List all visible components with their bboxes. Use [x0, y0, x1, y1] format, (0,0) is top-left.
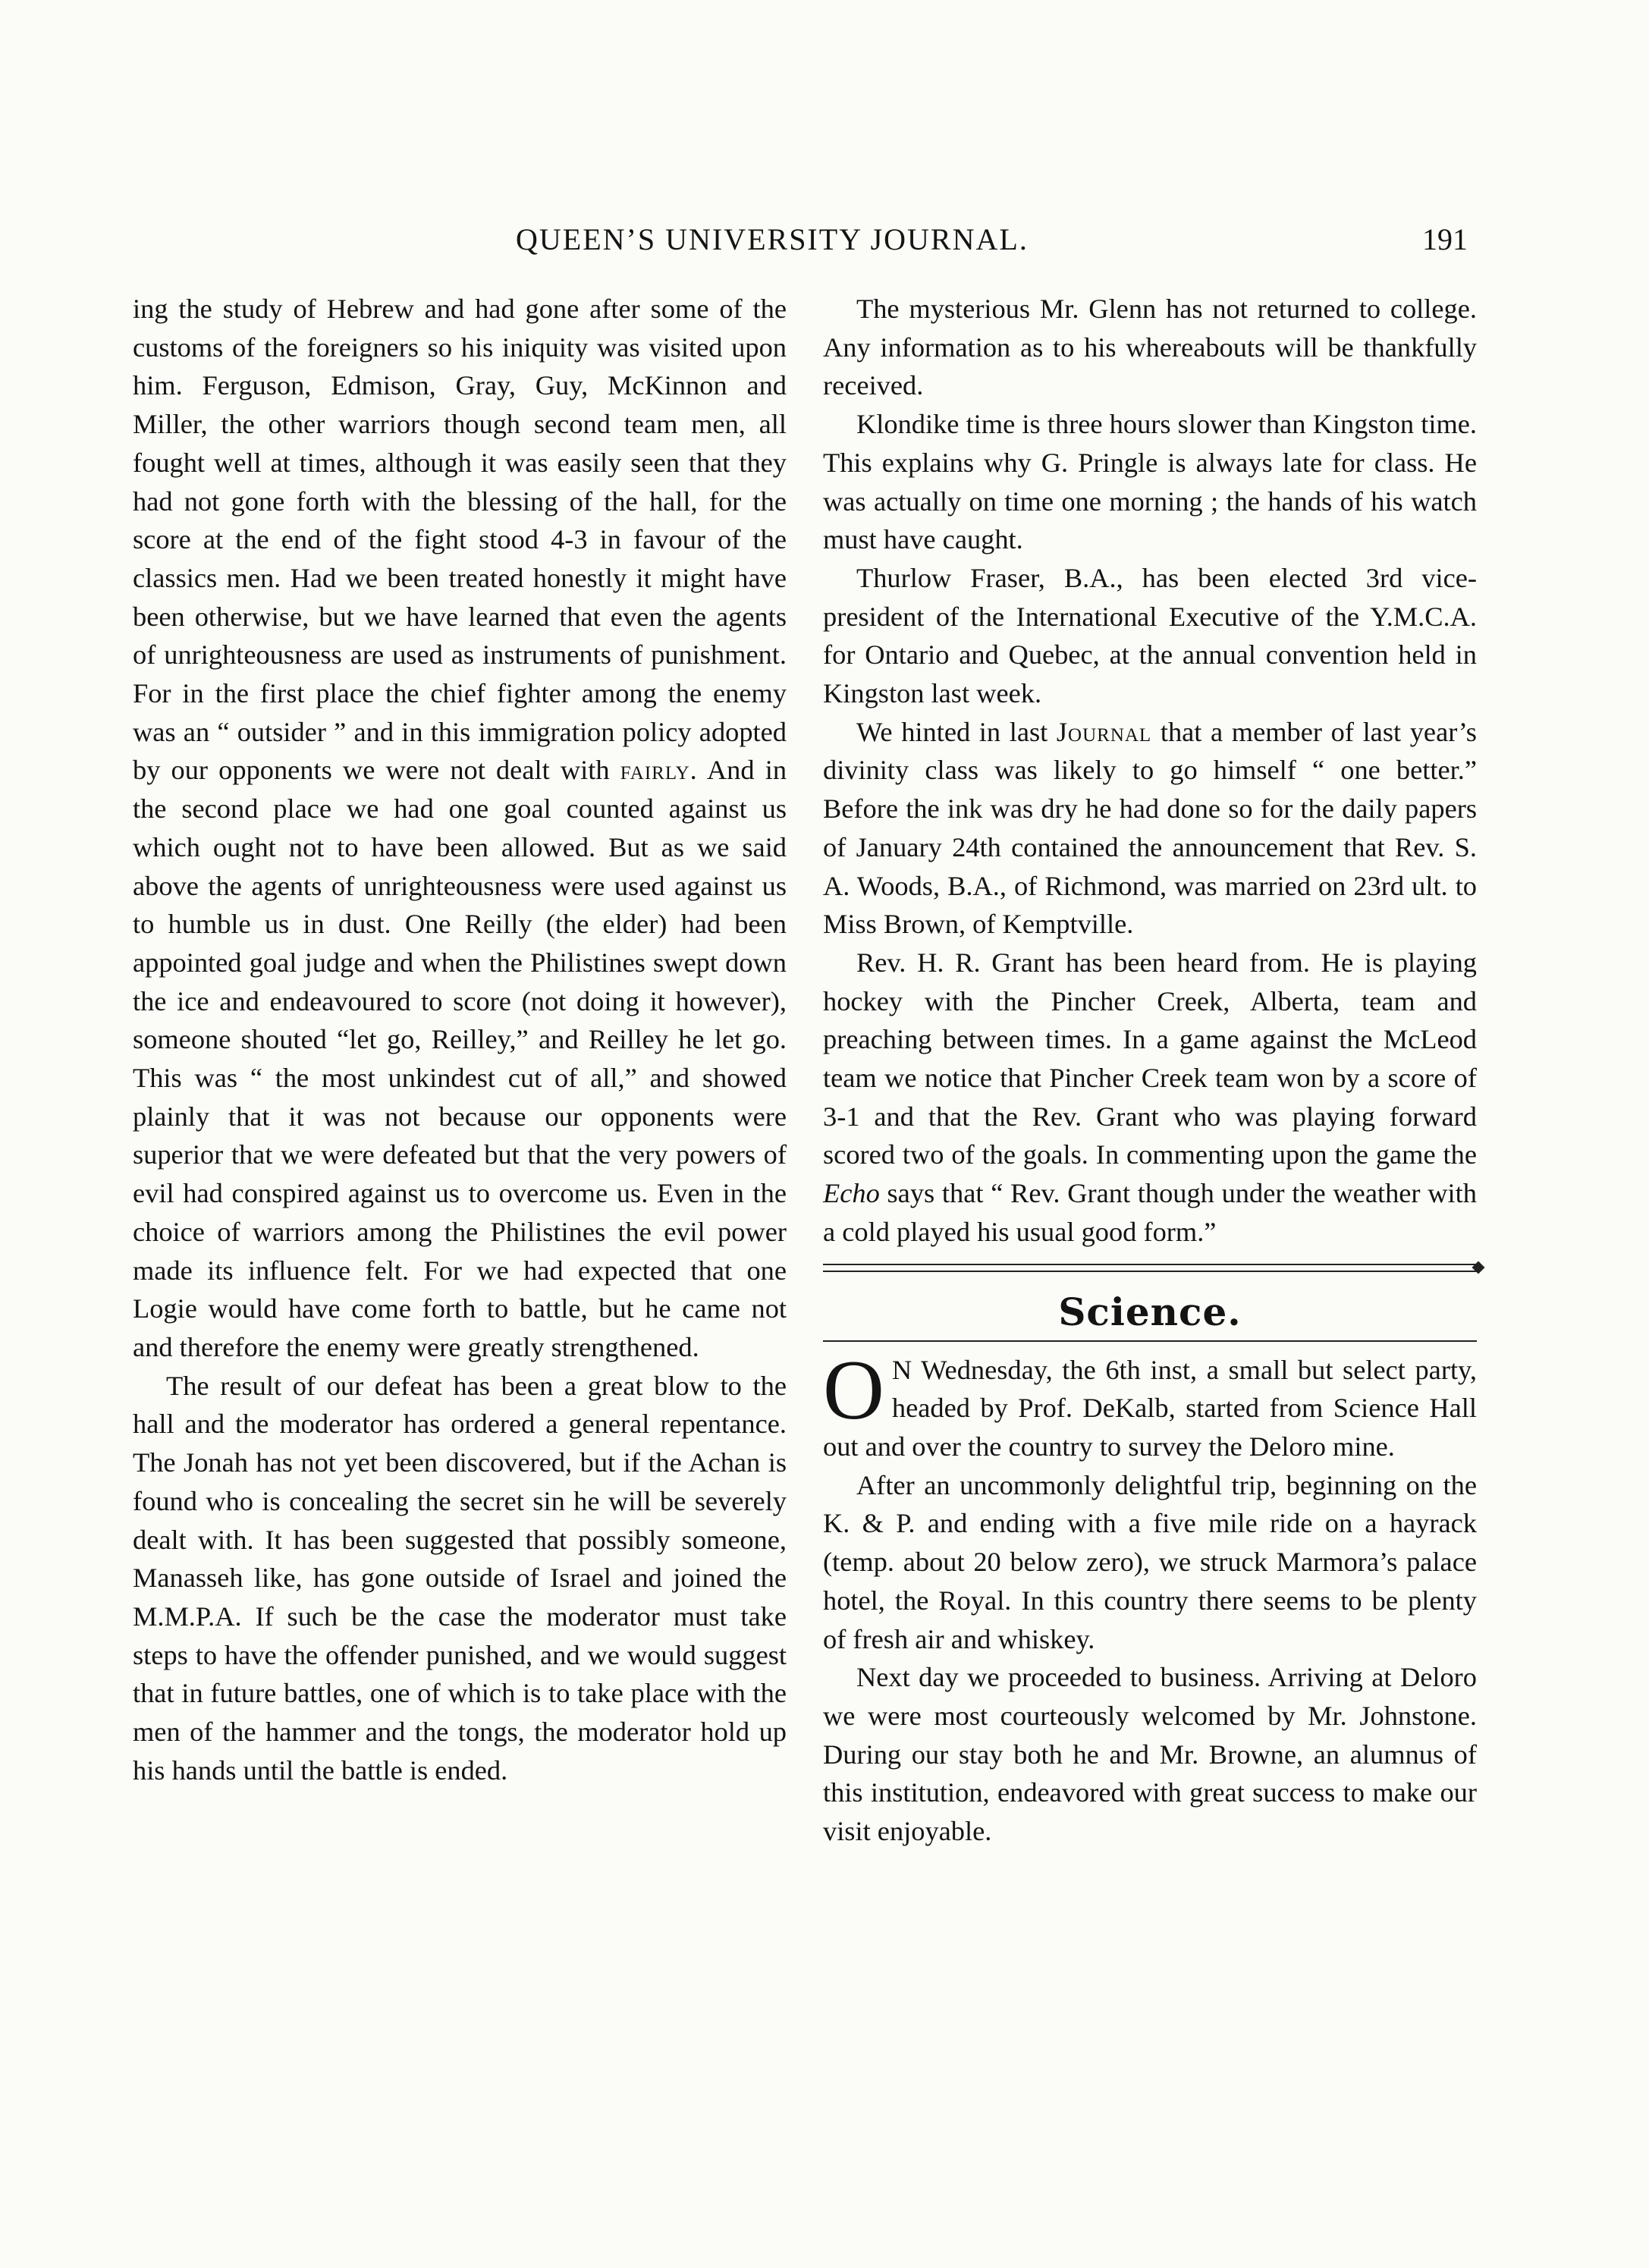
echo-italic: Echo [823, 1178, 880, 1209]
section-divider [823, 1264, 1477, 1272]
paragraph-deloro: Next day we proceeded to business. Arriving at Deloro we were most courteously welcomed by Mr. Johnstone. During our stay both he and Mr. Browne, an alumnus of this institution, endeavored with great success to make our visit enjoyable. [823, 1662, 1477, 1847]
paragraph-marmora: After an uncommonly delightful trip, beginning on the K. & P. and ending with a five mile ride on a hayrack (temp. about 20 below zero), we struck Marmora’s palace hotel, the Royal. In this country there seems to be plenty of fresh air and whiskey. [823, 1469, 1477, 1654]
running-title: QUEEN’S UNIVERSITY JOURNAL. [516, 222, 1029, 256]
journal-smallcaps: Journal [1056, 716, 1152, 747]
left-column [133, 290, 787, 1789]
section-rule [823, 1340, 1477, 1342]
paragraph-grant [823, 944, 1477, 1252]
right-column [823, 290, 1477, 1851]
text-run: We hinted in last [856, 716, 1048, 747]
text-run: that a member of last year’s divinity class was likely to go himself “ one better.” Before the ink was dry he had done so for the daily papers of January 24th contained the announcement that Rev. S. A. Woods, B.A., of Richmond, was married on 23rd ult. to Miss Brown, of Kemptville. [823, 716, 1477, 940]
text-run: says that “ Rev. Grant though under the weather with a cold played his usual good form.” [823, 1178, 1477, 1247]
text-run: And in the second place we had one goal counted against us which ought not to have been allowed. But as we said above the agents of unrighteousness were used against us to humble us in dust. One Reilly (the elder) had been appointed goal judge and when the Philistines swept down the ice and endeavoured to score (not doing it however), someone shouted “let go, Reilley,” and Reilley he let go. This was “ the most unkindest cut of all,” and showed plainly that it was not because our opponents were superior that we were defeated but that the very powers of evil had conspired against us to overcome us. Even in the choice of warriors among the Philistines the evil power made its influence felt. For we had expected that one Logie would have come forth to battle, but he came not and therefore the enemy were greatly strengthened. [133, 755, 787, 1362]
page-header [133, 221, 1468, 267]
paragraph-glenn: The mysterious Mr. Glenn has not returned to college. Any information as to his whereabouts will be thankfully received. [823, 294, 1477, 401]
paragraph-science-trip [823, 1343, 1477, 1466]
drop-cap: O [823, 1343, 884, 1437]
paragraph-klondike: Klondike time is three hours slower than Kingston time. This explains why G. Pringle is always late for class. He was actually on time one morning ; the hands of his watch must have caught. [823, 409, 1477, 555]
paragraph-repentance: The result of our defeat has been a great blow to the hall and the moderator has ordered a general repentance. The Jonah has not yet been discovered, but if the Achan is found who is concealing the secret sin he will be severely dealt with. It has been suggested that possibly someone, Manasseh like, has gone outside of Israel and joined the M.M.P.A. If such be the case the moderator must take steps to have the offender punished, and we would suggest that in future battles, one of which is to take place with the men of the hammer and the tongs, the moderator hold up his hands until the battle is ended. [133, 1370, 787, 1786]
paragraph-woods [823, 713, 1477, 944]
page-number: 191 [1422, 222, 1468, 256]
paragraph-fraser: Thurlow Fraser, B.A., has been elected 3rd vice-president of the International Executive of the Y.M.C.A. for Ontario and Quebec, at the annual convention held in Kingston last week. [823, 562, 1477, 709]
text-run: N Wednesday, the 6th inst, a small but select party, headed by Prof. DeKalb, started from Science Hall out and over the country to survey the Deloro mine. [823, 1354, 1477, 1462]
fairly-smallcaps: fairly. [620, 755, 698, 786]
text-run: Rev. H. R. Grant has been heard from. He is playing hockey with the Pincher Creek, Alberta, team and preaching between times. In a game against the McLeod team we notice that Pincher Creek team won by a score of 3-1 and that the Rev. Grant who was playing forward scored two of the goals. In commenting upon the game the [823, 947, 1477, 1170]
paragraph-hockey-defeat [133, 290, 787, 1367]
text-run: ing the study of Hebrew and had gone after some of the customs of the foreigners so his iniquity was visited upon him. Ferguson, Edmison, Gray, Guy, McKinnon and Miller, the other warriors though second team men, all fought well at times, although it was easily seen that they had not gone forth with the blessing of the hall, for the score at the end of the fight stood 4-3 in favour of the classics men. Had we been treated honestly it might have been otherwise, but we have learned that even the agents of unrighteousness are used as instruments of punishment. For in the first place the chief fighter among the enemy was an “ outsider ” and in this immigration policy adopted by our opponents we were not dealt with [133, 294, 787, 786]
section-title: Science. [1058, 1289, 1242, 1334]
